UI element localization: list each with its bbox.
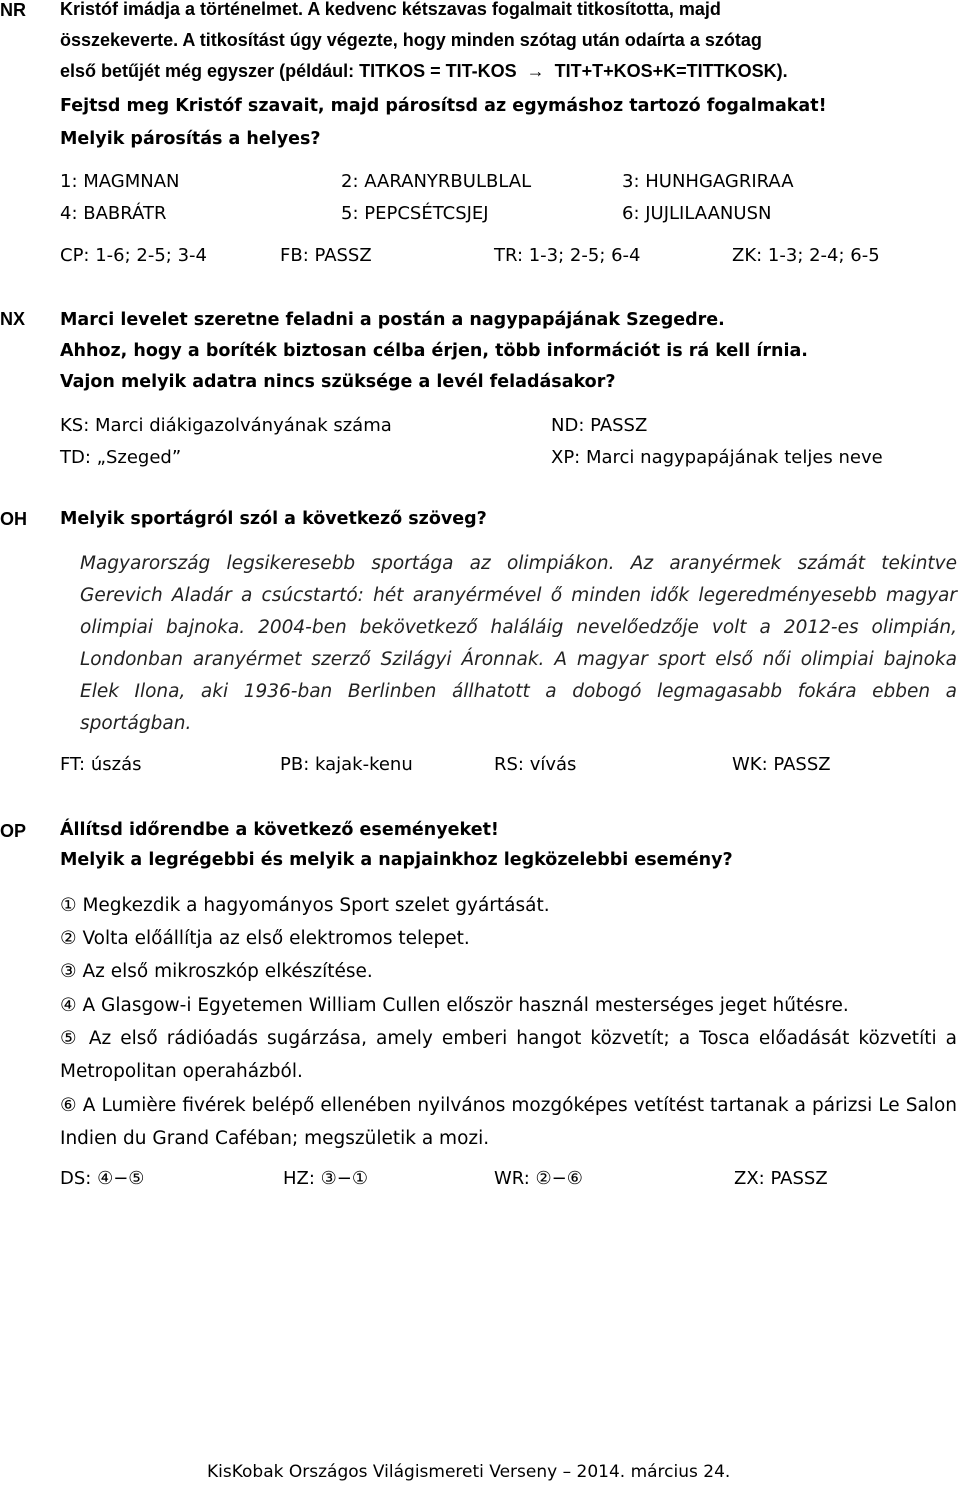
op-event-3: ③ Az első mikroszkóp elkészítése.	[60, 961, 373, 982]
right-arrow-icon: →	[526, 61, 545, 81]
nr-example-tail: TIT+T+KOS+K=TITTKOSK).	[554, 61, 788, 81]
oh-answer-rs[interactable]: RS: vívás	[494, 754, 577, 775]
nx-line-1: Marci levelet szeretne feladni a postán a nagypapájának Szegedre.	[60, 310, 725, 330]
nr-word-4: 4: BABRÁTR	[60, 203, 167, 224]
op-event-2: ② Volta előállítja az első elektromos telepet.	[60, 928, 470, 949]
nr-answer-tr[interactable]: TR: 1-3; 2-5; 6-4	[494, 245, 641, 266]
nr-answer-fb[interactable]: FB: PASSZ	[280, 245, 372, 266]
nr-line-4: Fejtsd meg Kristóf szavait, majd párosítsd az egymáshoz tartozó fogalmakat!	[60, 96, 827, 116]
op-event-5: ⑤ Az első rádióadás sugárzása, amely emberi hangot közvetít; a Tosca előadását közvetíti a Metropolitan operaházból.	[60, 1028, 957, 1082]
op-event-6: ⑥ A Lumière fivérek belépő ellenében nyilvános mozgóképes vetítést tartanak a párizsi Le Salon Indien du Grand Caféban; megszületik a mozi.	[60, 1095, 957, 1149]
oh-question: Melyik sportágról szól a következő szöveg?	[60, 509, 487, 529]
op-answer-hz[interactable]: HZ: ③−①	[283, 1168, 369, 1189]
nr-line-2: összekeverte. A titkosítást úgy végezte, hogy minden szótag után odaírta a szótag	[60, 30, 762, 50]
op-answer-wr[interactable]: WR: ②−⑥	[494, 1168, 583, 1189]
nx-answer-xp[interactable]: XP: Marci nagypapájának teljes neve	[551, 447, 883, 468]
nr-answer-cp[interactable]: CP: 1-6; 2-5; 3-4	[60, 245, 207, 266]
nr-answer-zk[interactable]: ZK: 1-3; 2-4; 6-5	[732, 245, 880, 266]
op-event-4: ④ A Glasgow-i Egyetemen William Cullen először használ mesterséges jeget hűtésre.	[60, 995, 849, 1016]
oh-paragraph: Magyarország legsikeresebb sportága az olimpiákon. Az aranyérmek számát tekintve Gerevich Aladár a csúcstartó: hét aranyérmével ő minden idők legeredményesebb magyar olimpiai bajnoka. 2004-ben bekövetkező haláláig nevelőedzője volt a 2012-es olimpián, Londonban aranyérmet szerző Szilágyi Áronnak. A magyar sport első női olimpiai bajnoka Elek Ilona, aki 1936-ban Berlinben állhatott a dobogó legmagasabb fokára ebben a sportágban.	[80, 553, 957, 734]
nx-answer-ks[interactable]: KS: Marci diákigazolványának száma	[60, 415, 392, 436]
op-answer-zx[interactable]: ZX: PASSZ	[734, 1168, 828, 1189]
oh-answer-wk[interactable]: WK: PASSZ	[732, 754, 831, 775]
nr-line-3	[60, 56, 788, 87]
nx-answer-nd[interactable]: ND: PASSZ	[551, 415, 648, 436]
nr-line-3-text: első betűjét még egyszer (például: TITKOS = TIT-KOS	[60, 61, 517, 81]
nr-line-1: Kristóf imádja a történelmet. A kedvenc kétszavas fogalmait titkosította, majd	[60, 0, 721, 19]
nr-line-5: Melyik párosítás a helyes?	[60, 129, 321, 149]
oh-answer-pb[interactable]: PB: kajak-kenu	[280, 754, 413, 775]
question-code-op: OP	[0, 821, 27, 841]
op-line-2: Melyik a legrégebbi és melyik a napjainkhoz legközelebbi esemény?	[60, 850, 733, 870]
nr-word-2: 2: AARANYRBULBLAL	[341, 171, 532, 192]
nr-word-3: 3: HUNHGAGRIRAA	[622, 171, 794, 192]
oh-answer-ft[interactable]: FT: úszás	[60, 754, 142, 775]
footer-text: KisKobak Országos Világismereti Verseny – 2014. március 24.	[207, 1462, 731, 1482]
op-event-1: ① Megkezdik a hagyományos Sport szelet gyártását.	[60, 895, 550, 916]
nx-line-2: Ahhoz, hogy a boríték biztosan célba érjen, több információt is rá kell írnia.	[60, 341, 808, 361]
op-line-1: Állítsd időrendbe a következő eseményeket!	[60, 820, 499, 840]
nr-word-1: 1: MAGMNAN	[60, 171, 180, 192]
nr-word-6: 6: JUJLILAANUSN	[622, 203, 772, 224]
nr-word-5: 5: PEPCSÉTCSJEJ	[341, 203, 489, 224]
nx-answer-td[interactable]: TD: „Szeged”	[60, 447, 182, 468]
nx-line-3: Vajon melyik adatra nincs szüksége a levél feladásakor?	[60, 372, 616, 392]
question-code-oh: OH	[0, 509, 27, 529]
op-answer-ds[interactable]: DS: ④−⑤	[60, 1168, 145, 1189]
question-code-nx: NX	[0, 309, 26, 329]
question-code-nr: NR	[0, 0, 26, 20]
